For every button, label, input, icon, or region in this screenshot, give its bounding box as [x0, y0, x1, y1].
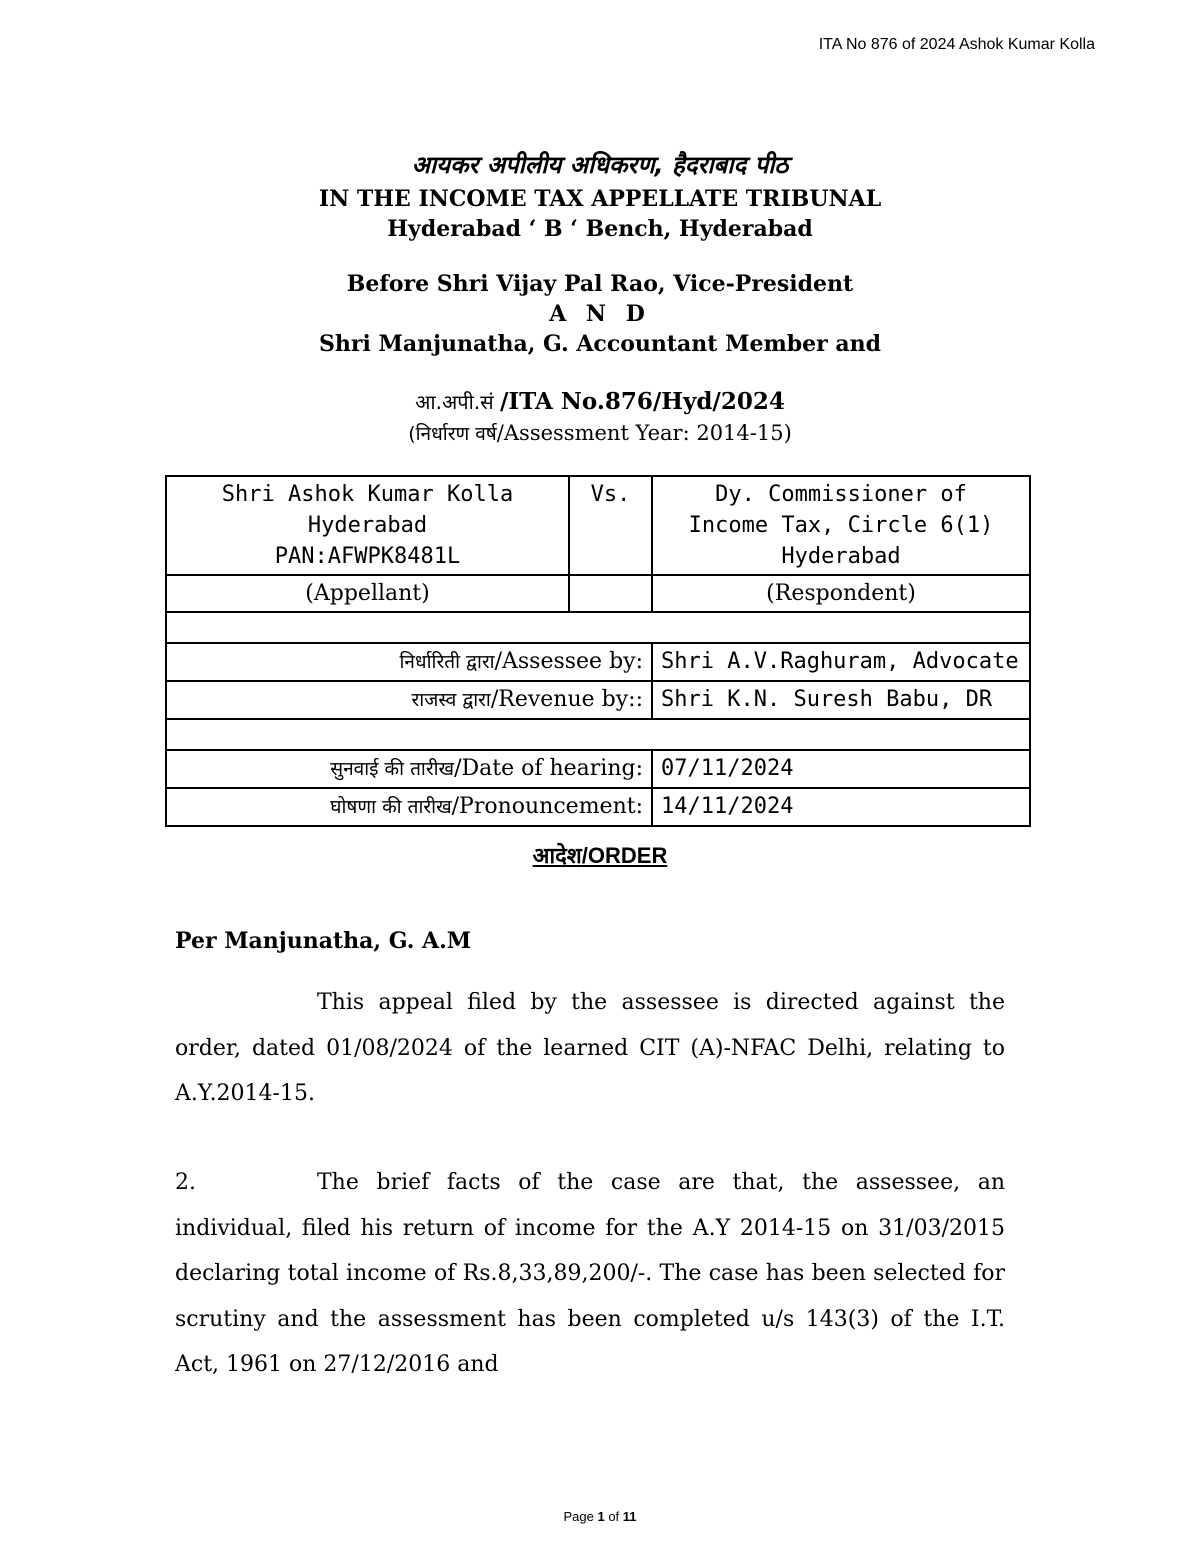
order-heading-english: /ORDER [581, 843, 668, 868]
assessee-by-hindi: निर्धारिती द्वारा [399, 651, 495, 673]
ita-number-english: /ITA No.876/Hyd/2024 [500, 388, 785, 415]
tribunal-hindi-title: आयकर अपीलीय अधिकरण, हैदराबाद पीठ [411, 151, 789, 179]
blank-row [166, 612, 1030, 643]
roles-row [166, 575, 1030, 612]
appellant-city: Hyderabad [307, 513, 428, 538]
assessee-by-value: Shri A.V.Raghuram, Advocate [652, 643, 1030, 681]
paragraph-1 [175, 980, 1005, 1117]
pronouncement-label [166, 788, 652, 826]
ita-number-hindi: आ.अपी.सं [415, 390, 500, 414]
pronouncement-hindi: घोषणा की तारीख [330, 796, 452, 818]
paragraph-2 [175, 1160, 1005, 1388]
revenue-by-hindi: राजस्व द्वारा [411, 689, 491, 711]
and-line: A N D [549, 301, 651, 327]
order-heading-hindi: आदेश [532, 843, 582, 868]
footer-page-word: Page [563, 1509, 594, 1524]
bench-line: Hyderabad ‘ B ‘ Bench, Hyderabad [387, 216, 813, 242]
revenue-by-row [166, 681, 1030, 719]
appellant-cell [166, 476, 569, 575]
assessee-by-row [166, 643, 1030, 681]
paragraph-2-text: The brief facts of the case are that, the assessee, an individual, filed his return of income for the A.Y 2014-15 on 31/03/2015 declaring total income of Rs.8,33,89,200/-. The case has been selected for scrutiny and the assessment has been completed u/s 143(3) of the I.T. Act, 1961 on 27/12/2016 and [175, 1170, 1005, 1377]
footer-total-pages: 11 [622, 1509, 637, 1524]
order-heading [0, 840, 1200, 870]
assessment-year-english: /Assessment Year: 2014-15) [496, 421, 792, 445]
assessee-by-label [166, 643, 652, 681]
appellant-pan: PAN:AFWPK8481L [274, 544, 461, 569]
respondent-line1: Dy. Commissioner of [715, 482, 967, 507]
per-line: Per Manjunatha, G. A.M [175, 928, 472, 954]
assessee-by-english: /Assessee by: [494, 649, 643, 674]
parties-row [166, 476, 1030, 575]
roles-empty-cell [569, 575, 652, 612]
paragraph-1-text: This appeal filed by the assessee is directed against the order, dated 01/08/2024 of the learned CIT (A)-NFAC Delhi, relating to A.Y.2014-15. [175, 990, 1005, 1106]
hearing-label [166, 750, 652, 788]
tribunal-title: IN THE INCOME TAX APPELLATE TRIBUNAL [318, 186, 882, 212]
respondent-line3: Hyderabad [781, 544, 901, 569]
member-line: Shri Manjunatha, G. Accountant Member and [319, 331, 881, 357]
hearing-value: 07/11/2024 [652, 750, 1030, 788]
revenue-by-value: Shri K.N. Suresh Babu, DR [652, 681, 1030, 719]
respondent-role: (Respondent) [652, 575, 1030, 612]
assessment-year-hindi: (निर्धारण वर्ष [408, 423, 497, 445]
blank-row [166, 719, 1030, 750]
footer-of-word: of [608, 1509, 620, 1524]
revenue-by-english: /Revenue by:: [490, 687, 643, 712]
revenue-by-label [166, 681, 652, 719]
pronouncement-row [166, 788, 1030, 826]
paragraph-2-number: 2. [175, 1170, 196, 1195]
assessment-year [0, 420, 1200, 446]
appellant-role: (Appellant) [166, 575, 569, 612]
vs-cell: Vs. [569, 476, 652, 575]
before-line: Before Shri Vijay Pal Rao, Vice-President [346, 271, 854, 297]
running-header: ITA No 876 of 2024 Ashok Kumar Kolla [818, 36, 1095, 53]
hearing-english: /Date of hearing: [454, 756, 643, 781]
appellant-name: Shri Ashok Kumar Kolla [221, 482, 514, 507]
ita-number [0, 388, 1200, 415]
respondent-cell [652, 476, 1030, 575]
pronouncement-english: /Pronouncement: [451, 794, 643, 819]
footer-page-number: 1 [597, 1509, 605, 1524]
page-footer [0, 1509, 1200, 1524]
parties-table [165, 475, 1031, 827]
hearing-row [166, 750, 1030, 788]
hearing-hindi: सुनवाई की तारीख [330, 758, 455, 780]
pronouncement-value: 14/11/2024 [652, 788, 1030, 826]
respondent-line2: Income Tax, Circle 6(1) [688, 513, 994, 538]
